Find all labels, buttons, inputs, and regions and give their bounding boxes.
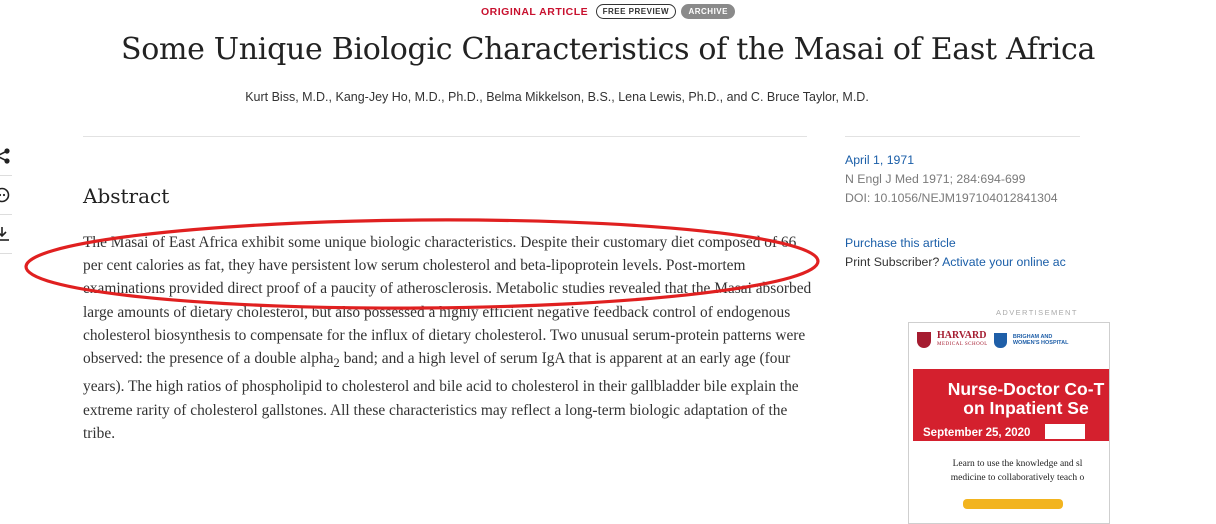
activate-link[interactable]: Activate your online ac <box>942 255 1066 269</box>
abstract-text-part1: The Masai of East Africa exhibit some unique biologic characteristics. Despite their customary diet composed of 66 per cent calories as fat, they have persistent low serum cholesterol and beta-lipoprotein levels. Post-mortem examinations provided direct proof of a paucity of atherosclerosis. Metabolic studies revealed that the Masai absorbed large amounts of dietary cholesterol, but also possessed a highly efficient negative feedback control of endogenous cholesterol biosynthesis to compensate for the influx of dietary cholesterol. Two unusual serum-protein patterns were observed: the presence of a double alpha <box>83 234 812 368</box>
ad-copy <box>915 457 1120 485</box>
brigham-shield-icon <box>994 333 1007 348</box>
article-meta <box>845 151 1058 208</box>
alpha-subscript: 2 <box>333 356 340 371</box>
brigham-logo <box>1013 334 1069 346</box>
abstract-heading: Abstract <box>83 184 170 208</box>
cite-icon <box>0 185 12 205</box>
abstract-text <box>83 231 813 445</box>
ad-cta-button[interactable] <box>963 499 1063 509</box>
article-title: Some Unique Biologic Characteristics of the Masai of East Africa <box>120 32 1096 67</box>
article-kicker <box>0 4 1216 19</box>
author-list[interactable]: Kurt Biss, M.D., Kang-Jey Ho, M.D., Ph.D., Belma Mikkelson, B.S., Lena Lewis, Ph.D., and C. Bruce Taylor, M.D. <box>245 90 869 104</box>
ad-date: September 25, 2020 <box>923 427 1031 439</box>
article-type: ORIGINAL ARTICLE <box>481 6 589 18</box>
ad-headline-1: Nurse-Doctor Co-T <box>947 379 1105 399</box>
purchase-block <box>845 234 1066 272</box>
doi: DOI: 10.1056/NEJM197104012841304 <box>845 191 1058 205</box>
divider <box>83 136 807 137</box>
advertisement-label: ADVERTISEMENT <box>996 308 1078 317</box>
article-toolbar <box>0 137 12 254</box>
archive-badge: ARCHIVE <box>681 4 735 19</box>
brigham-logo-line2: WOMEN'S HOSPITAL <box>1012 340 1069 346</box>
ad-headline <box>913 380 1109 418</box>
abstract-text-part2: band; and a high level of serum IgA that is apparent at an early age (four years). The high ratios of phospholipid to cholesterol and bile acid to cholesterol in their gallbladder bile explain the extreme rarity of cholesterol gallstones. All these characteristics may reflect a long-term biologic adaptation of the tribe. <box>83 350 799 442</box>
publication-date[interactable]: April 1, 1971 <box>845 153 915 167</box>
ad-headline-2: on Inpatient Se <box>963 398 1089 418</box>
ad-date-box <box>1045 424 1085 439</box>
share-icon <box>0 146 12 166</box>
subscriber-line <box>845 253 1066 272</box>
download-button[interactable] <box>0 215 12 254</box>
download-icon <box>0 224 12 244</box>
harvard-shield-icon <box>917 332 931 348</box>
purchase-link[interactable]: Purchase this article <box>845 236 956 250</box>
subscriber-prefix: Print Subscriber? <box>845 255 943 269</box>
share-button[interactable] <box>0 137 12 176</box>
citation: N Engl J Med 1971; 284:694-699 <box>845 172 1026 186</box>
brigham-logo-line1: BRIGHAM AND <box>1012 334 1053 340</box>
harvard-logo-main: HARVARD <box>937 330 987 341</box>
ad-logos <box>909 323 1109 349</box>
harvard-logo <box>937 331 988 349</box>
harvard-logo-sub: MEDICAL SCHOOL <box>937 342 988 347</box>
advertisement[interactable] <box>908 322 1110 524</box>
sidebar-divider <box>845 136 1080 137</box>
ad-copy-1: Learn to use the knowledge and sl <box>952 459 1083 469</box>
cite-button[interactable] <box>0 176 12 215</box>
ad-date-line <box>913 424 1109 439</box>
ad-banner <box>913 369 1109 441</box>
free-preview-badge: FREE PREVIEW <box>596 4 676 19</box>
ad-copy-2: medicine to collaboratively teach o <box>950 473 1085 483</box>
